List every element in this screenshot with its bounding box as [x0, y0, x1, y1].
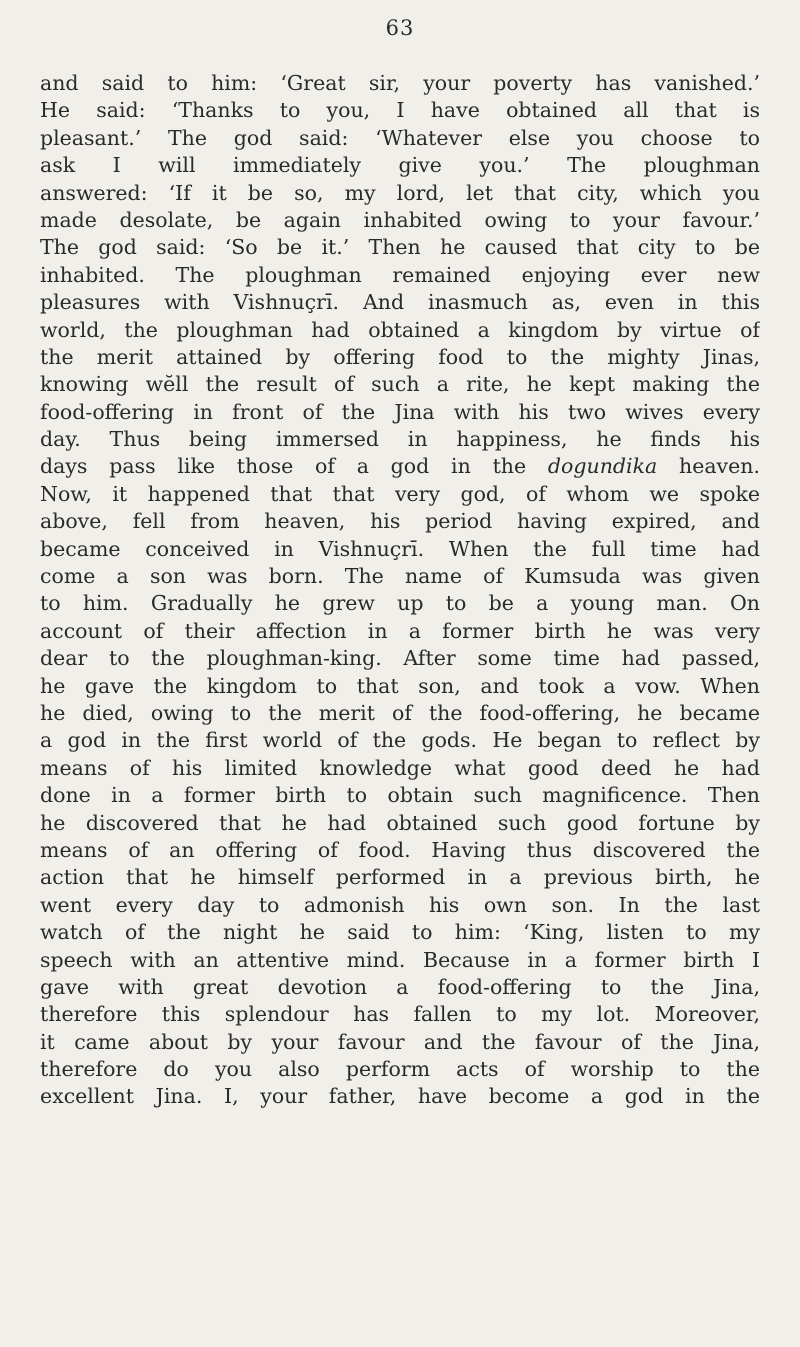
- text-line: the merit attained by offering food to the mighty Jinas,: [40, 344, 760, 369]
- text-line: speech with an attentive mind. Because in a former birth I: [40, 947, 760, 972]
- text-line: dear to the ploughman-king. After some time had passed,: [40, 646, 760, 671]
- text-line: means of his limited knowledge what good deed he had: [40, 755, 760, 780]
- text-line: knowing wĕll the result of such a rite, he kept making the: [40, 372, 760, 397]
- text-line: watch of the night he said to him: ‘King, listen to my: [40, 920, 760, 945]
- text-line: to him. Gradually he grew up to be a young man. On: [40, 591, 760, 616]
- text-line: means of an offering of food. Having thus discovered the: [40, 837, 760, 862]
- text-line: and said to him: ‘Great sir, your poverty has vanished.’: [40, 71, 760, 95]
- text-line: world, the ploughman had obtained a kingdom by virtue of: [40, 317, 760, 342]
- text-line: it came about by your favour and the favour of the Jina,: [40, 1029, 760, 1054]
- text-line: therefore this splendour has fallen to my lot. Moreover,: [40, 1002, 760, 1027]
- text-line: answered: ‘If it be so, my lord, let that city, which you: [40, 180, 760, 205]
- text-line: gave with great devotion a food-offering to the Jina,: [40, 974, 760, 999]
- text-line: a god in the first world of the gods. He began to reflect by: [40, 728, 760, 753]
- text-line: above, fell from heaven, his period having expired, and: [40, 509, 760, 534]
- text-line: food-offering in front of the Jina with his two wives every: [40, 399, 760, 424]
- text-line: he gave the kingdom to that son, and took a vow. When: [40, 673, 760, 698]
- text-line: pleasant.’ The god said: ‘Whatever else you choose to: [40, 125, 760, 150]
- text-line: went every day to admonish his own son. In the last: [40, 892, 760, 917]
- text-line: Now, it happened that that very god, of whom we spoke: [40, 481, 760, 506]
- page-number: 63: [385, 16, 415, 40]
- text-line: The god said: ‘So be it.’ Then he caused that city to be: [40, 235, 760, 260]
- text-line: day. Thus being immersed in happiness, he finds his: [40, 427, 760, 452]
- text-line: made desolate, be again inhabited owing to your favour.’: [40, 207, 760, 232]
- text-line: account of their affection in a former birth he was very: [40, 618, 760, 643]
- text-line: inhabited. The ploughman remained enjoying ever new: [40, 262, 760, 287]
- text-line: done in a former birth to obtain such magnificence. Then: [40, 783, 760, 808]
- text-line: therefore do you also perform acts of worship to the: [40, 1057, 760, 1082]
- text-line: He said: ‘Thanks to you, I have obtained all that is: [40, 98, 760, 123]
- text-line: excellent Jina. I, your father, have become a god in the: [40, 1084, 760, 1109]
- text-line: he discovered that he had obtained such good fortune by: [40, 810, 760, 835]
- text-line: he died, owing to the merit of the food-offering, he became: [40, 700, 760, 725]
- text-line: ask I will immediately give you.’ The ploughman: [40, 153, 760, 178]
- text-line: pleasures with Vishnuçrī. And inasmuch as, even in this: [40, 290, 760, 315]
- body-text: [40, 70, 760, 1111]
- text-line: became conceived in Vishnuçrī. When the full time had: [40, 536, 760, 561]
- text-line: days pass like those of a god in the dogundika heaven.: [40, 454, 760, 479]
- text-line: come a son was born. The name of Kumsuda was given: [40, 564, 760, 589]
- text-line: action that he himself performed in a previous birth, he: [40, 865, 760, 890]
- italic-term: dogundika: [547, 454, 658, 479]
